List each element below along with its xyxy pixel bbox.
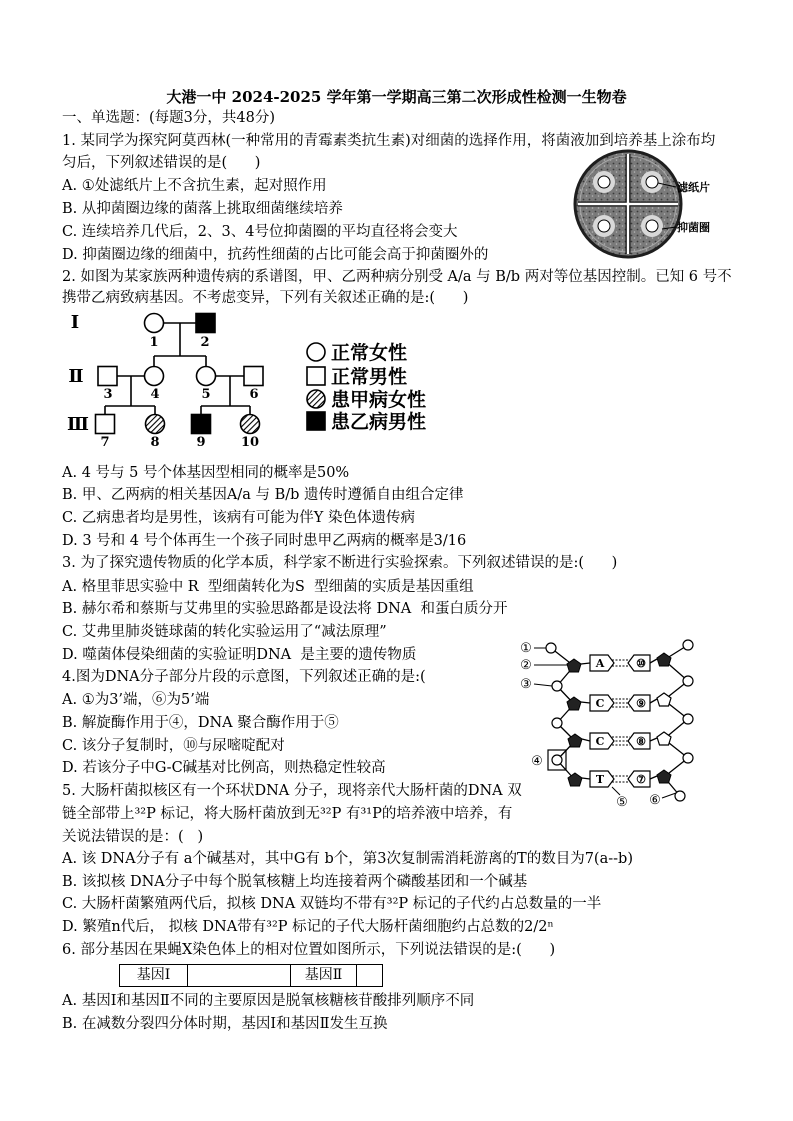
individual-number: 6	[249, 387, 259, 402]
phosphate-group	[683, 640, 693, 650]
q5-option-d: D. 繁殖n代后， 拟核 DNA带有³²P 标记的子代大肠杆菌细胞约占总数的2/2ⁿ	[62, 919, 554, 935]
individual-number: 1	[149, 335, 159, 350]
base-letter: C	[595, 735, 605, 748]
individual-3-normal-male	[98, 367, 117, 386]
paired-base-label: ⑧	[636, 735, 646, 748]
pointer-label-5: ⑤	[616, 795, 628, 810]
q5-stem-line-3: 关说法错误的是：( )	[62, 829, 204, 845]
filter-paper-disk	[641, 171, 663, 193]
q5-stem-line-1: 5. 大肠杆菌拟核区有一个环状DNA 分子，现将亲代大肠杆菌的DNA 双	[62, 783, 522, 799]
pointer-label-6: ⑥	[649, 793, 661, 808]
section-heading: 一、单选题：(每题3分，共48分)	[62, 110, 275, 126]
individual-8-affected-female-a	[146, 415, 165, 434]
filter-paper-disk	[593, 215, 615, 237]
individual-9-affected-male-b	[192, 415, 211, 434]
pedigree-figure	[60, 305, 450, 455]
q6-option-a: A. 基因Ⅰ和基因Ⅱ不同的主要原因是脱氧核糖核苷酸排列顺序不同	[62, 993, 475, 1009]
individual-number: 7	[100, 435, 110, 450]
individual-7-normal-male	[96, 415, 115, 434]
q5-option-b: B. 该拟核 DNA分子中每个脱氧核糖上均连接着两个磷酸基团和一个碱基	[62, 874, 528, 890]
q3-option-d: D. 噬菌体侵染细菌的实验证明DNA 是主要的遗传物质	[62, 647, 417, 663]
individual-5-normal-female	[197, 367, 216, 386]
phosphate-group	[552, 681, 562, 691]
q1-option-d: D. 抑菌圈边缘的细菌中，抗药性细菌的占比可能会高于抑菌圈外的	[62, 247, 489, 263]
phosphate-group	[683, 753, 693, 763]
q1-stem-line-1: 1. 某同学为探究阿莫西林(一种常用的青霉素类抗生素)对细菌的选择作用，将菌液加到培养基上涂布均	[62, 133, 716, 149]
q4-option-d: D. 若该分子中G-C碱基对比例高，则热稳定性较高	[62, 760, 386, 776]
q4-option-c: C. 该分子复制时，⑩与尿嘧啶配对	[62, 738, 285, 754]
individual-number: 2	[200, 335, 210, 350]
chromosome-gene-map	[119, 964, 383, 987]
q2-option-a: A. 4 号与 5 号个体基因型相同的概率是50%	[62, 465, 350, 481]
phosphate-group	[683, 676, 693, 686]
phosphate-group	[552, 718, 562, 728]
deoxyribose	[657, 653, 671, 666]
individual-1-normal-female	[145, 314, 164, 333]
individual-number: 5	[201, 387, 211, 402]
q6-option-b: B. 在减数分裂四分体时期，基因Ⅰ和基因Ⅱ发生互换	[62, 1016, 388, 1032]
inhibition-zone-label: 抑菌圈	[677, 221, 710, 234]
individual-number: 3	[103, 387, 113, 402]
q3-option-a: A. 格里菲思实验中 R 型细菌转化为S 型细菌的实质是基因重组	[62, 579, 474, 595]
individual-4-normal-female	[145, 367, 164, 386]
q6-stem-line-1: 6. 部分基因在果蝇X染色体上的相对位置如图所示，下列说法错误的是:( )	[62, 942, 556, 958]
q1-option-a: A. ①处滤纸片上不含抗生素，起对照作用	[62, 178, 327, 194]
phosphate-group	[683, 714, 693, 724]
q5-option-c: C. 大肠杆菌繁殖两代后，拟核 DNA 双链均不带有³²P 标记的子代约占总数量的一半	[62, 896, 602, 912]
q3-option-b: B. 赫尔希和蔡斯与艾弗里的实验思路都是设法将 DNA 和蛋白质分开	[62, 601, 508, 617]
paired-base-label: ⑩	[636, 657, 646, 670]
q5-option-a: A. 该 DNA分子有 a个碱基对，其中G有 b个，第3次复制需消耗游离的T的数目为7(a--b)	[62, 851, 633, 867]
legend-affected-male-b-label: 患乙病男性	[331, 411, 427, 433]
phosphate-group	[675, 791, 685, 801]
q4-option-a: A. ①为3’端，⑥为5’端	[62, 692, 210, 708]
q2-option-c: C. 乙病患者均是男性，该病有可能为伴Y 染色体遗传病	[62, 510, 415, 526]
deoxyribose	[567, 659, 581, 672]
filter-paper-label: 滤纸片	[677, 181, 710, 194]
base-letter: C	[595, 697, 605, 710]
gene-1-cell: 基因Ⅰ	[120, 965, 188, 986]
individual-number: 8	[150, 435, 160, 450]
q1-option-b: B. 从抑菌圈边缘的菌落上挑取细菌继续培养	[62, 201, 343, 217]
q3-option-c: C. 艾弗里肺炎链球菌的转化实验运用了“减法原理”	[62, 624, 387, 640]
individual-2-affected-male-b	[196, 314, 215, 333]
dna-fragment-figure	[515, 635, 705, 815]
legend-normal-male-label: 正常男性	[331, 366, 408, 388]
base-letter: T	[595, 773, 605, 786]
exam-title: 大港一中 2024-2025 学年第一学期高三第二次形成性检测一生物卷	[166, 88, 627, 106]
q2-option-d: D. 3 号和 4 号个体再生一个孩子同时患甲乙两病的概率是3/16	[62, 533, 467, 549]
deoxyribose	[657, 732, 671, 745]
legend-affected-male-b-symbol	[307, 412, 325, 430]
filter-paper-disk	[593, 171, 615, 193]
filter-paper-disk	[641, 215, 663, 237]
q4-stem-line-1: 4.图为DNA分子部分片段的示意图，下列叙述正确的是:(	[62, 669, 426, 685]
deoxyribose	[657, 693, 671, 706]
gene-spacer-cell	[357, 965, 382, 986]
q3-stem-line-1: 3. 为了探究遗传物质的化学本质，科学家不断进行实验探索。下列叙述错误的是:( )	[62, 555, 618, 571]
generation-label-2: Ⅱ	[68, 366, 84, 387]
legend-affected-female-a-symbol	[307, 390, 325, 408]
hydrogen-bonds	[612, 660, 630, 782]
q1-stem-line-2: 匀后，下列叙述错误的是( )	[62, 155, 261, 171]
individual-number: 9	[196, 435, 206, 450]
paired-base-label: ⑦	[636, 773, 646, 786]
gene-2-cell: 基因Ⅱ	[291, 965, 357, 986]
q2-stem-line-2: 携带乙病致病基因。不考虑变异，下列有关叙述正确的是:( )	[62, 290, 469, 306]
individual-number: 4	[150, 387, 160, 402]
base-letter: A	[595, 657, 605, 670]
deoxyribose	[657, 770, 671, 783]
pedigree-lines	[105, 323, 250, 415]
individual-6-normal-male	[244, 367, 263, 386]
phosphate-group	[546, 643, 556, 653]
legend-normal-female-label: 正常女性	[331, 342, 408, 364]
generation-label-3: Ⅲ	[67, 414, 89, 435]
phosphate-group	[552, 755, 562, 765]
q2-stem-line-1: 2. 如图为某家族两种遗传病的系谱图，甲、乙两种病分别受 A/a 与 B/b 两对等位基因控制。已知 6 号不	[62, 269, 732, 285]
legend-affected-female-a-label: 患甲病女性	[331, 389, 427, 411]
pointer-label-1: ①	[520, 641, 532, 656]
legend-normal-female-symbol	[307, 343, 325, 361]
q1-option-c: C. 连续培养几代后，2、3、4号位抑菌圈的平均直径将会变大	[62, 224, 458, 240]
legend-normal-male-symbol	[307, 367, 325, 385]
pointer-label-3: ③	[520, 677, 532, 692]
q2-option-b: B. 甲、乙两病的相关基因A/a 与 B/b 遗传时遵循自由组合定律	[62, 487, 464, 503]
generation-label-1: Ⅰ	[70, 312, 80, 333]
paired-base-label: ⑨	[636, 697, 646, 710]
gene-spacer-cell	[188, 965, 291, 986]
q4-option-b: B. 解旋酶作用于④，DNA 聚合酶作用于⑤	[62, 715, 339, 731]
pointer-label-2: ②	[520, 658, 532, 673]
individual-number: 10	[240, 435, 260, 450]
petri-dish-figure	[550, 145, 715, 265]
q5-stem-line-2: 链全部带上³²P 标记，将大肠杆菌放到无³²P 有³¹P的培养液中培养，有	[62, 806, 513, 822]
individual-10-affected-female-a	[241, 415, 260, 434]
pointer-label-4: ④	[531, 754, 543, 769]
